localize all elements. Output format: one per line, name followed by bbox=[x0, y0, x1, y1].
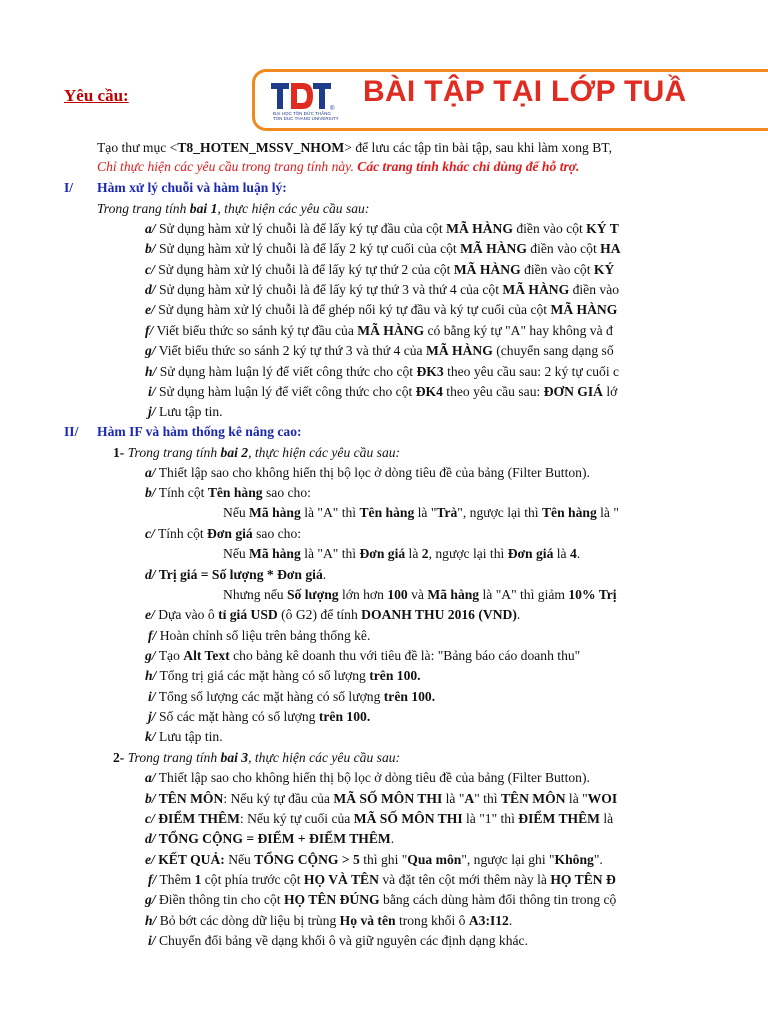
text-fragment: h/ bbox=[145, 913, 157, 928]
text-fragment: là "1" thì bbox=[462, 811, 519, 826]
text-fragment: Số các mặt hàng có số lượng bbox=[155, 709, 319, 724]
text-fragment: A bbox=[464, 791, 475, 806]
text-fragment: j/ bbox=[148, 404, 156, 419]
text-fragment: bai 2 bbox=[220, 445, 249, 460]
text-fragment: g/ bbox=[145, 343, 156, 358]
text-fragment: MÃ HÀNG bbox=[502, 282, 570, 297]
list-item bbox=[145, 605, 520, 625]
text-fragment: Điền thông tin cho cột bbox=[155, 892, 284, 907]
text-fragment: ĐK4 bbox=[415, 384, 443, 399]
text-fragment: d/ bbox=[145, 831, 156, 846]
list-item bbox=[145, 463, 590, 483]
text-fragment: a/ bbox=[145, 770, 156, 785]
text-fragment: và bbox=[407, 587, 428, 602]
list-item bbox=[145, 321, 613, 341]
text-fragment: Tổng trị giá các mặt hàng có số lượng bbox=[156, 668, 370, 683]
text-fragment: Qua môn bbox=[407, 852, 462, 867]
text-fragment: Họ và tên bbox=[339, 913, 396, 928]
text-fragment: lớ bbox=[602, 384, 618, 399]
text-fragment: và đặt tên cột mới thêm này là bbox=[378, 872, 551, 887]
text-fragment: 1- bbox=[113, 445, 125, 460]
list-item bbox=[145, 524, 301, 544]
text-fragment: c/ bbox=[145, 526, 155, 541]
text-fragment: : Nếu ký tự đầu của bbox=[223, 791, 334, 806]
text-fragment: , thực hiện các yêu cầu sau: bbox=[248, 445, 401, 460]
list-item bbox=[145, 239, 621, 259]
section-1-subtitle bbox=[97, 199, 369, 219]
text-fragment: e/ bbox=[145, 852, 155, 867]
text-fragment: trên 100. bbox=[318, 709, 371, 724]
part-1-subtitle bbox=[113, 443, 400, 463]
list-item bbox=[145, 280, 619, 300]
text-fragment: là "A" thì bbox=[300, 546, 360, 561]
list-item-detail bbox=[223, 585, 617, 605]
text-fragment: Lưu tập tin. bbox=[155, 404, 223, 419]
text-fragment: WOI bbox=[587, 791, 618, 806]
text-fragment: điền vào cột bbox=[526, 241, 601, 256]
text-fragment: DOANH THU 2016 bbox=[361, 607, 475, 622]
text-fragment: Tổng số lượng các mặt hàng có số lượng bbox=[155, 689, 384, 704]
text-fragment: Tạo thư mục < bbox=[97, 140, 178, 155]
logo-subtitle-line-2: TON DUC THANG UNIVERSITY bbox=[273, 116, 339, 121]
text-fragment: theo yêu cầu sau: 2 ký tự cuối c bbox=[443, 364, 620, 379]
text-fragment: là "A" thì bbox=[300, 505, 360, 520]
text-fragment: > để lưu các tập tin bài tập, sau khi làm xong BT, bbox=[344, 140, 612, 155]
text-fragment: . bbox=[322, 567, 327, 582]
text-fragment: Thiết lập sao cho không hiển thị bộ lọc ở dòng tiêu đề của bảng (Filter Button). bbox=[155, 465, 590, 480]
text-fragment: Nếu bbox=[223, 546, 250, 561]
text-fragment: Các trang tính khác chỉ dùng để hỗ trợ. bbox=[357, 159, 580, 174]
requirement-label: Yêu cầu: bbox=[64, 86, 129, 105]
text-fragment: d/ bbox=[145, 282, 156, 297]
text-fragment: điền vào cột bbox=[512, 221, 587, 236]
text-fragment: Lưu tập tin. bbox=[155, 729, 223, 744]
text-fragment: Sử dụng hàm xử lý chuỗi là để lấy 2 ký tự cuối của cột bbox=[155, 241, 461, 256]
text-fragment: là bbox=[553, 546, 570, 561]
text-fragment: sao cho: bbox=[262, 485, 311, 500]
text-fragment: Bỏ bớt các dòng dữ liệu bị trùng bbox=[156, 913, 340, 928]
text-fragment: lớn hơn bbox=[338, 587, 388, 602]
list-item bbox=[148, 870, 616, 890]
text-fragment: MÃ HÀNG bbox=[460, 241, 527, 256]
text-fragment: Tên hàng bbox=[207, 485, 263, 500]
text-fragment: TÊN MÔN bbox=[155, 791, 224, 806]
text-fragment: ĐK3 bbox=[416, 364, 444, 379]
text-fragment: bai 3 bbox=[220, 750, 249, 765]
text-fragment: Sử dụng hàm xử lý chuỗi là để lấy ký tự đầu của cột bbox=[155, 221, 447, 236]
text-fragment: , ngược lại thì bbox=[428, 546, 508, 561]
list-item bbox=[148, 402, 223, 422]
text-fragment: f/ bbox=[148, 872, 157, 887]
text-fragment: Mã hàng bbox=[249, 505, 301, 520]
title-banner bbox=[252, 69, 768, 131]
text-fragment: Nếu bbox=[224, 852, 255, 867]
text-fragment: MÃ SỐ MÔN THI bbox=[353, 811, 463, 826]
text-fragment: có bằng ký tự "A" hay không và đ bbox=[424, 323, 613, 338]
list-item bbox=[145, 768, 590, 788]
text-fragment: Đơn giá bbox=[359, 546, 406, 561]
text-fragment: , thực hiện các yêu cầu sau: bbox=[248, 750, 401, 765]
text-fragment: f/ bbox=[145, 323, 154, 338]
logo-subtitle bbox=[273, 111, 339, 121]
text-fragment: Trong trang tính bbox=[124, 750, 221, 765]
text-fragment: 4 bbox=[569, 546, 577, 561]
section-2-number: II/ bbox=[64, 424, 79, 439]
university-logo bbox=[269, 80, 339, 124]
list-item bbox=[148, 382, 617, 402]
text-fragment: trên 100. bbox=[383, 689, 436, 704]
text-fragment: sao cho: bbox=[252, 526, 302, 541]
text-fragment: MÃ HÀNG bbox=[426, 343, 493, 358]
text-fragment: Alt Text bbox=[183, 648, 230, 663]
text-fragment: trong khối ô bbox=[395, 913, 469, 928]
text-fragment: Mã hàng bbox=[249, 546, 301, 561]
list-item bbox=[148, 707, 370, 727]
intro-line-2 bbox=[97, 157, 579, 177]
text-fragment: 10% Trị bbox=[568, 587, 617, 602]
text-fragment: thì ghi " bbox=[359, 852, 408, 867]
list-item bbox=[148, 687, 435, 707]
text-fragment: T8_HOTEN_MSSV_NHOM bbox=[177, 140, 345, 155]
text-fragment: HỌ TÊN Đ bbox=[550, 872, 616, 887]
text-fragment: điền vào cột bbox=[520, 262, 594, 277]
list-item bbox=[145, 789, 617, 809]
text-fragment: là bbox=[405, 546, 422, 561]
list-item bbox=[145, 483, 311, 503]
list-item-detail bbox=[223, 503, 619, 523]
text-fragment: e/ bbox=[145, 607, 155, 622]
text-fragment: 100 bbox=[387, 587, 408, 602]
text-fragment: (chuyển sang dạng số bbox=[492, 343, 614, 358]
text-fragment: TỔNG CỘNG = ĐIỂM + ĐIỂM THÊM bbox=[155, 831, 391, 846]
text-fragment: ", ngược lại thì bbox=[457, 505, 542, 520]
text-fragment: TÊN MÔN bbox=[500, 791, 566, 806]
text-fragment: Tạo bbox=[155, 648, 184, 663]
text-fragment: h/ bbox=[145, 668, 157, 683]
text-fragment: j/ bbox=[148, 709, 156, 724]
text-fragment: KẾT QUẢ: bbox=[154, 852, 225, 867]
text-fragment: a/ bbox=[145, 465, 156, 480]
section-1-number: I/ bbox=[64, 180, 74, 195]
text-fragment: 1 bbox=[194, 872, 202, 887]
text-fragment: MÃ HÀNG bbox=[357, 323, 425, 338]
text-fragment: (VND) bbox=[478, 607, 517, 622]
text-fragment: Dựa vào ô bbox=[154, 607, 219, 622]
text-fragment: . bbox=[516, 607, 521, 622]
list-item bbox=[145, 341, 614, 361]
text-fragment: f/ bbox=[148, 628, 157, 643]
list-item bbox=[145, 646, 580, 666]
text-fragment: MÃ HÀNG bbox=[446, 221, 513, 236]
text-fragment: Đơn giá bbox=[507, 546, 554, 561]
text-fragment: HA bbox=[600, 241, 621, 256]
text-fragment: Không bbox=[554, 852, 594, 867]
text-fragment: b/ bbox=[145, 791, 156, 806]
list-item bbox=[145, 850, 603, 870]
text-fragment: KÝ T bbox=[586, 221, 619, 236]
text-fragment: A3:I12 bbox=[468, 913, 509, 928]
text-fragment: là " bbox=[565, 791, 588, 806]
text-fragment: bằng cách dùng hàm đổi thông tin trong cộ bbox=[379, 892, 617, 907]
text-fragment: TỔNG CỘNG > 5 bbox=[254, 852, 360, 867]
text-fragment: Chỉ thực hiện các yêu cầu trong trang tính này. bbox=[97, 159, 354, 174]
text-fragment: g/ bbox=[145, 892, 156, 907]
text-fragment: cột phía trước cột bbox=[201, 872, 304, 887]
list-item bbox=[145, 809, 613, 829]
text-fragment: Thiết lập sao cho không hiển thị bộ lọc ở dòng tiêu đề của bảng (Filter Button). bbox=[155, 770, 590, 785]
text-fragment: b/ bbox=[145, 241, 156, 256]
text-fragment: Tính cột bbox=[154, 526, 208, 541]
text-fragment: b/ bbox=[145, 485, 156, 500]
text-fragment: trên 100. bbox=[369, 668, 421, 683]
list-item bbox=[145, 890, 616, 910]
text-fragment: là " bbox=[442, 791, 465, 806]
text-fragment: k/ bbox=[145, 729, 156, 744]
text-fragment: theo yêu cầu sau: bbox=[442, 384, 544, 399]
text-fragment: ĐIỂM THÊM bbox=[518, 811, 600, 826]
list-item bbox=[145, 219, 619, 239]
text-fragment: Sử dụng hàm luận lý để viết công thức cho cột bbox=[156, 364, 417, 379]
text-fragment: c/ bbox=[145, 811, 155, 826]
text-fragment: Sử dụng hàm xử lý chuỗi là để ghép nối ký tự đầu và ký tự cuối của cột bbox=[154, 302, 551, 317]
text-fragment: HỌ VÀ TÊN bbox=[303, 872, 379, 887]
registered-mark: ® bbox=[330, 106, 335, 112]
banner-title: BÀI TẬP TẠI LỚP TUẦ bbox=[363, 75, 687, 108]
text-fragment: HỌ TÊN ĐÚNG bbox=[283, 892, 380, 907]
section-2-title: Hàm IF và hàm thống kê nâng cao: bbox=[97, 424, 302, 439]
text-fragment: MÃ SỐ MÔN THI bbox=[333, 791, 443, 806]
text-fragment: ĐƠN GIÁ bbox=[543, 384, 603, 399]
text-fragment: c/ bbox=[145, 262, 155, 277]
intro-line-1 bbox=[97, 138, 612, 158]
text-fragment: . bbox=[576, 546, 581, 561]
text-fragment: Hoàn chỉnh số liệu trên bảng thống kê. bbox=[156, 628, 371, 643]
text-fragment: Số lượng bbox=[287, 587, 339, 602]
text-fragment: là "A" thì giảm bbox=[479, 587, 569, 602]
section-1-title: Hàm xử lý chuỗi và hàm luận lý: bbox=[97, 180, 287, 195]
text-fragment: bai 1 bbox=[189, 201, 218, 216]
text-fragment: Thêm bbox=[156, 872, 195, 887]
text-fragment: e/ bbox=[145, 302, 155, 317]
text-fragment: ĐIỂM THÊM bbox=[154, 811, 240, 826]
text-fragment: là " bbox=[596, 505, 619, 520]
text-fragment: tỉ giá USD bbox=[218, 607, 278, 622]
text-fragment: MÃ HÀNG bbox=[453, 262, 521, 277]
text-fragment: : Nếu ký tự cuối của bbox=[239, 811, 354, 826]
text-fragment: " thì bbox=[474, 791, 501, 806]
text-fragment: Mã hàng bbox=[427, 587, 480, 602]
text-fragment: là bbox=[599, 811, 614, 826]
logo-subtitle-line-1: ĐẠI HỌC TÔN ĐỨC THẮNG bbox=[273, 111, 331, 116]
text-fragment: 2- bbox=[113, 750, 125, 765]
text-fragment: . bbox=[508, 913, 513, 928]
text-fragment: h/ bbox=[145, 364, 157, 379]
text-fragment: Trong trang tính bbox=[124, 445, 221, 460]
text-fragment: là " bbox=[414, 505, 437, 520]
list-item bbox=[145, 565, 326, 585]
text-fragment: Trong trang tính bbox=[97, 201, 190, 216]
list-item bbox=[145, 727, 223, 747]
text-fragment: Sử dụng hàm luận lý để viết công thức cho cột bbox=[155, 384, 416, 399]
text-fragment: g/ bbox=[145, 648, 156, 663]
list-item bbox=[145, 300, 617, 320]
text-fragment: điền vào bbox=[569, 282, 620, 297]
list-item bbox=[145, 911, 512, 931]
text-fragment: MÃ HÀNG bbox=[550, 302, 618, 317]
text-fragment: ", ngược lại ghi " bbox=[461, 852, 555, 867]
text-fragment: cho bảng kê doanh thu với tiêu đề là: "Bảng báo cáo doanh thu" bbox=[229, 648, 581, 663]
list-item bbox=[148, 626, 370, 646]
text-fragment: Sử dụng hàm xử lý chuỗi là để lấy ký tự thứ 3 và thứ 4 của cột bbox=[155, 282, 503, 297]
tdt-logo-icon bbox=[269, 80, 335, 112]
text-fragment: (ô G2) để tính bbox=[277, 607, 362, 622]
text-fragment: Đơn giá bbox=[207, 526, 253, 541]
list-item bbox=[145, 260, 614, 280]
text-fragment: Viết biểu thức so sánh ký tự đầu của bbox=[153, 323, 358, 338]
list-item bbox=[145, 666, 421, 686]
text-fragment: Tính cột bbox=[155, 485, 208, 500]
text-fragment: a/ bbox=[145, 221, 156, 236]
text-fragment: i/ bbox=[148, 384, 156, 399]
text-fragment: KÝ bbox=[593, 262, 615, 277]
list-item bbox=[145, 829, 394, 849]
text-fragment: 2 bbox=[421, 546, 429, 561]
text-fragment: Viết biểu thức so sánh 2 ký tự thứ 3 và thứ 4 của bbox=[155, 343, 426, 358]
text-fragment: d/ bbox=[145, 567, 156, 582]
text-fragment: Tên hàng bbox=[541, 505, 597, 520]
text-fragment: ". bbox=[593, 852, 603, 867]
text-fragment: Nhưng nếu bbox=[223, 587, 287, 602]
text-fragment: , thực hiện các yêu cầu sau: bbox=[217, 201, 370, 216]
text-fragment: i/ bbox=[148, 689, 156, 704]
text-fragment: i/ bbox=[148, 933, 156, 948]
text-fragment: Nếu bbox=[223, 505, 250, 520]
text-fragment: Trà bbox=[436, 505, 458, 520]
text-fragment: Trị giá = Số lượng * Đơn giá bbox=[155, 567, 323, 582]
text-fragment: Sử dụng hàm xử lý chuỗi là để lấy ký tự thứ 2 của cột bbox=[154, 262, 454, 277]
text-fragment: . bbox=[390, 831, 395, 846]
list-item bbox=[148, 931, 528, 951]
part-2-subtitle bbox=[113, 748, 400, 768]
list-item-detail bbox=[223, 544, 580, 564]
text-fragment: Chuyển đổi bảng về dạng khối ô và giữ nguyên các định dạng khác. bbox=[155, 933, 528, 948]
text-fragment: Tên hàng bbox=[359, 505, 415, 520]
list-item bbox=[145, 362, 619, 382]
